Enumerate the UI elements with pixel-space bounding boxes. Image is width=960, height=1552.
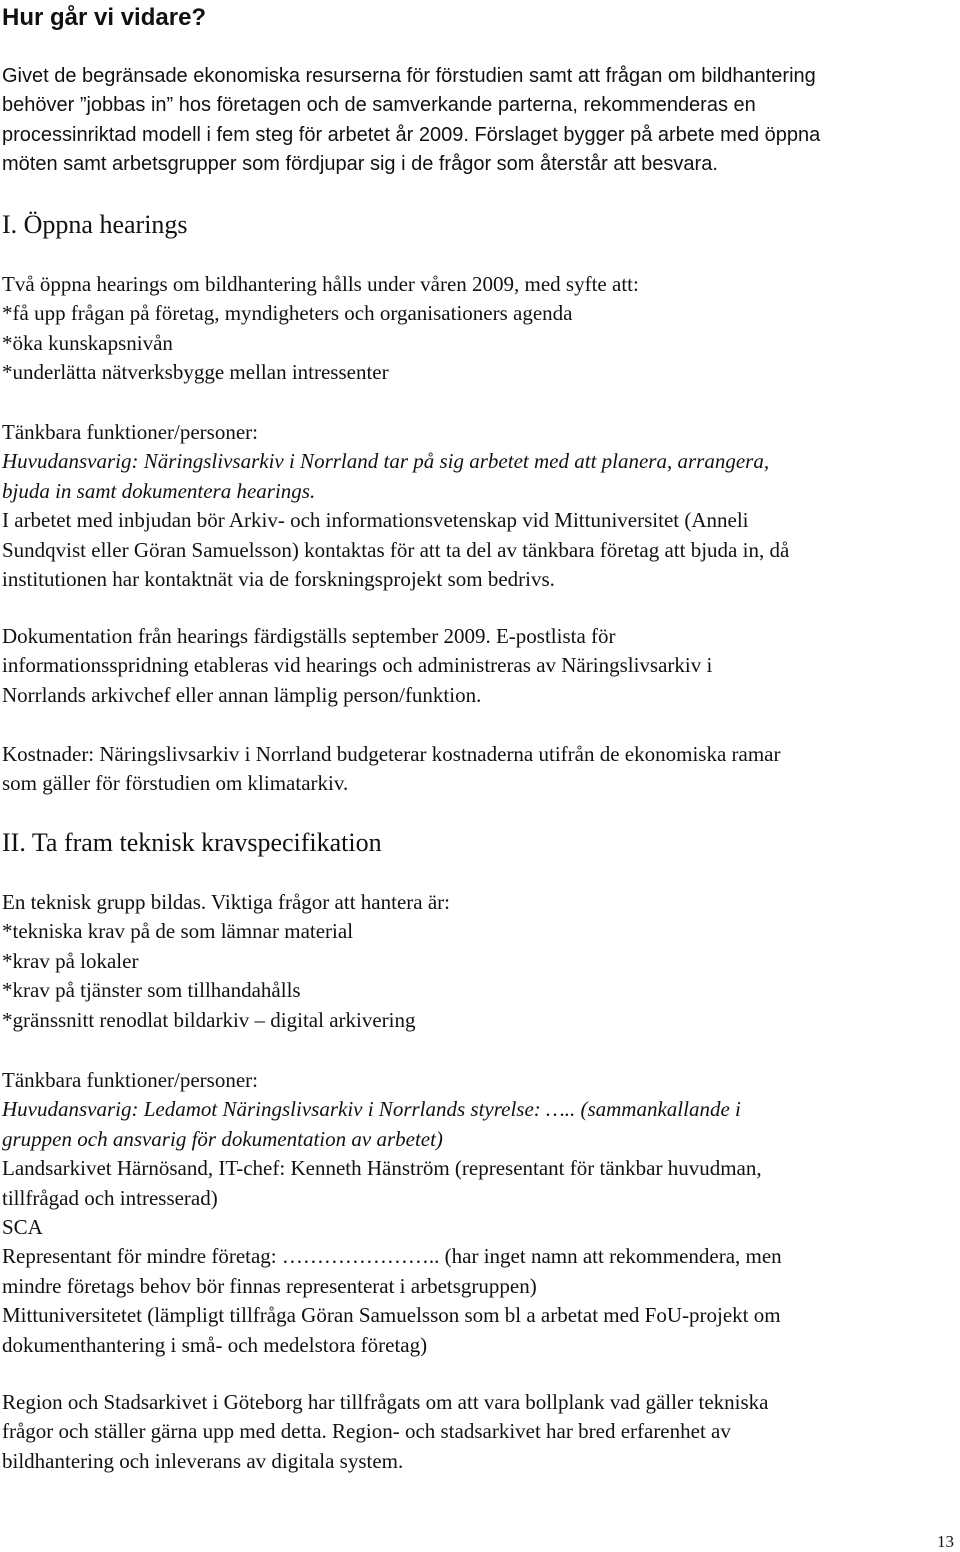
member-line: tillfrågad och intresserad) — [2, 1185, 218, 1210]
bullet-item: *tekniska krav på de som lämnar material — [2, 919, 354, 944]
bullet-item: *krav på tjänster som tillhandahålls — [2, 978, 301, 1003]
text-line: Kostnader: Näringslivsarkiv i Norrland budgeterar kostnaderna utifrån de ekonomiska ramar — [2, 742, 781, 766]
text-line: bildhantering och inleverans av digitala system. — [2, 1448, 404, 1473]
bullet-item: *underlätta nätverksbygge mellan intressenter — [2, 360, 389, 385]
roles-label: Tänkbara funktioner/personer: — [2, 1068, 258, 1092]
member-line: dokumenthantering i små- och medelstora företag) — [2, 1332, 428, 1357]
member-line: Mittuniversitetet (lämpligt tillfråga Göran Samuelsson som bl a arbetat med FoU-projekt om — [2, 1303, 781, 1328]
text-line: möten samt arbetsgrupper som fördjupar sig i de frågor som återstår att besvara. — [2, 153, 718, 176]
text-line: Givet de begränsade ekonomiska resurserna för förstudien samt att frågan om bildhantering — [2, 65, 816, 87]
section-heading-kravspecifikation: II. Ta fram teknisk kravspecifikation — [2, 828, 382, 857]
responsible-line: Huvudansvarig: Ledamot Näringslivsarkiv i Norrlands styrelse: ….. (sammankallande i — [2, 1097, 741, 1122]
technical-issues-paragraph — [2, 888, 956, 1035]
text-line: En teknisk grupp bildas. Viktiga frågor att hantera är: — [2, 890, 450, 914]
text-line: institutionen har kontaktnät via de forskningsprojekt som bedrivs. — [2, 567, 555, 592]
text-line: informationsspridning etableras vid hearings och administreras av Näringslivsarkiv i — [2, 653, 713, 678]
technical-roles-paragraph — [2, 1066, 956, 1360]
intro-paragraph — [2, 62, 956, 180]
member-line: SCA — [2, 1215, 43, 1240]
member-line: mindre företags behov bör finnas representerat i arbetsgruppen) — [2, 1273, 537, 1298]
text-line: I arbetet med inbjudan bör Arkiv- och informationsvetenskap vid Mittuniversitet (Anneli — [2, 508, 749, 533]
bullet-item: *gränssnitt renodlat bildarkiv – digital arkivering — [2, 1007, 416, 1032]
text-line: Norrlands arkivchef eller annan lämplig person/funktion. — [2, 682, 482, 707]
hearings-costs-paragraph — [2, 740, 956, 799]
text-line: Två öppna hearings om bildhantering hålls under våren 2009, med syfte att: — [2, 272, 639, 296]
responsible-line: Huvudansvarig: Näringslivsarkiv i Norrland tar på sig arbetet med att planera, arrangera, — [2, 449, 770, 474]
responsible-line: gruppen och ansvarig för dokumentation av arbetet) — [2, 1126, 443, 1151]
member-line: Representant för mindre företag: ………………….. (har inget namn att rekommendera, men — [2, 1244, 782, 1269]
bullet-item: *krav på lokaler — [2, 948, 139, 973]
text-line: Dokumentation från hearings färdigställs september 2009. E-postlista för — [2, 624, 616, 648]
text-line: frågor och ställer gärna upp med detta. Region- och stadsarkivet har bred erfarenhet av — [2, 1419, 731, 1444]
region-paragraph — [2, 1388, 956, 1476]
section-heading-hearings: I. Öppna hearings — [2, 210, 188, 239]
text-line: Sundqvist eller Göran Samuelsson) kontaktas för att ta del av tänkbara företag att bjuda in, då — [2, 537, 790, 562]
text-line: processinriktad modell i fem steg för arbetet år 2009. Förslaget bygger på arbete med öppna — [2, 123, 821, 146]
member-line: Landsarkivet Härnösand, IT-chef: Kenneth Hänström (representant för tänkbar huvudman, — [2, 1156, 762, 1181]
bullet-item: *få upp frågan på företag, myndigheters och organisationers agenda — [2, 301, 573, 326]
responsible-line: bjuda in samt dokumentera hearings. — [2, 478, 316, 503]
hearings-roles-paragraph — [2, 418, 956, 594]
roles-label: Tänkbara funktioner/personer: — [2, 420, 258, 444]
page-number: 13 — [937, 1532, 954, 1551]
text-line: som gäller för förstudien om klimatarkiv. — [2, 771, 349, 796]
hearings-purpose-paragraph — [2, 270, 956, 388]
hearings-documentation-paragraph — [2, 622, 956, 710]
text-line: Region och Stadsarkivet i Göteborg har tillfrågats om att vara bollplank vad gäller tekniska — [2, 1390, 769, 1414]
text-line: behöver ”jobbas in” hos företagen och de samverkande parterna, rekommenderas en — [2, 94, 756, 117]
page-title: Hur går vi vidare? — [2, 4, 207, 31]
bullet-item: *öka kunskapsnivån — [2, 330, 173, 355]
